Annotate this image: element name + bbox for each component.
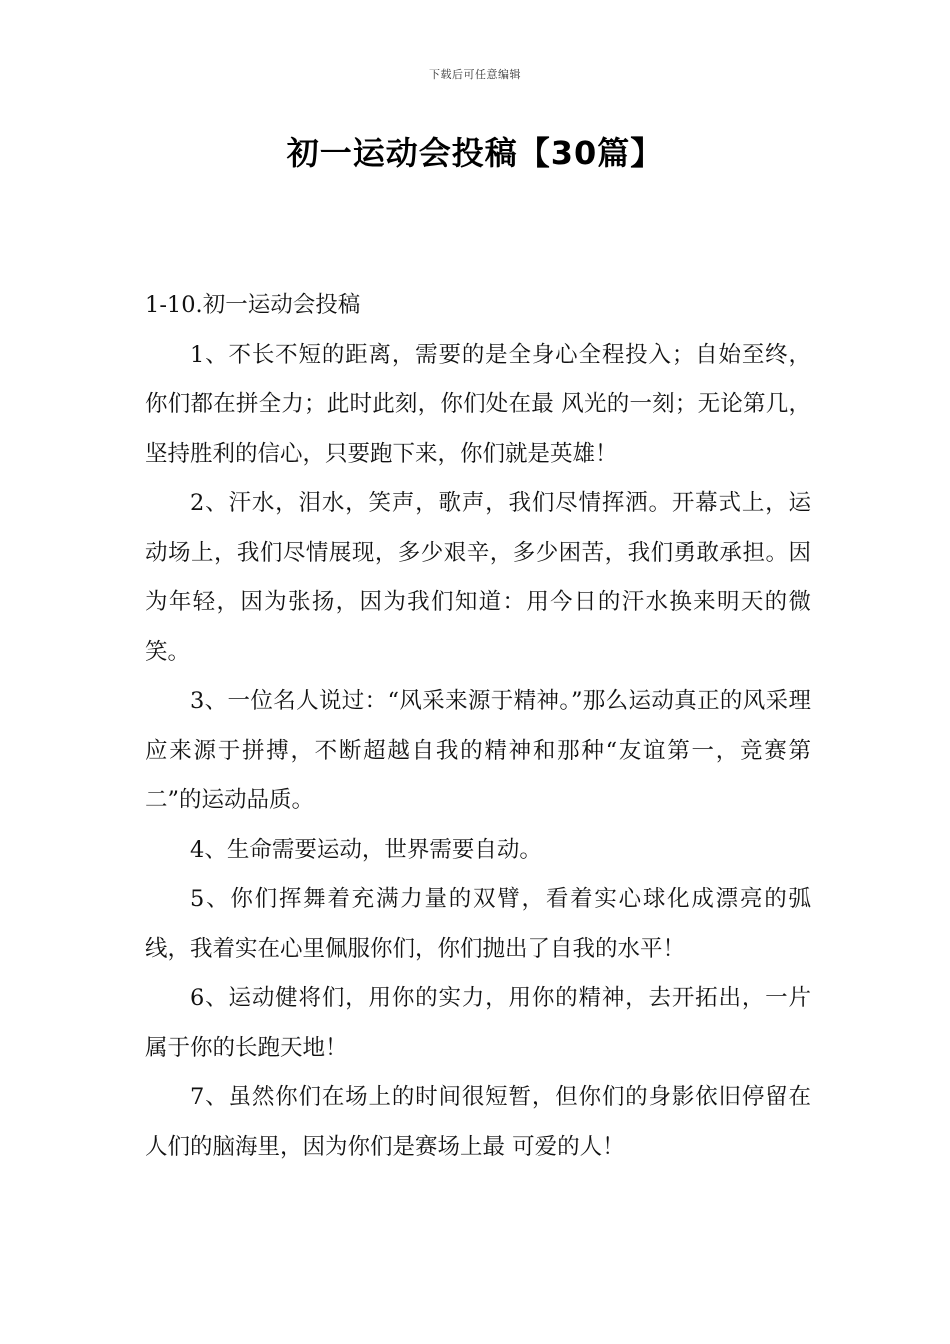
document-body (145, 281, 811, 1172)
paragraph-4: 4、生命需要运动，世界需要自动。 (190, 836, 542, 863)
paragraph-5: 5、你们挥舞着充满力量的双臂，看着实心球化成漂亮的弧线，我着实在心里佩服你们，你们抛出了自我的水平！ (145, 886, 811, 962)
paragraph-6: 6、运动健将们，用你的实力，用你的精神，去开拓出，一片属于你的长跑天地！ (145, 985, 811, 1061)
paragraph-1: 1、不长不短的距离，需要的是全身心全程投入；自始至终，你们都在拼全力；此时此刻，你们处在最 风光的一刻；无论第几，坚持胜利的信心，只要跑下来，你们就是英雄！ (145, 341, 811, 467)
paragraph-2: 2、汗水，泪水，笑声，歌声，我们尽情挥洒。开幕式上，运动场上，我们尽情展现，多少艰辛，多少困苦，我们勇敢承担。因为年轻，因为张扬，因为我们知道：用今日的汗水换来明天的微笑。 (145, 490, 811, 665)
document-title: 初一运动会投稿【30篇】 (286, 134, 664, 172)
paragraph-7: 7、虽然你们在场上的时间很短暂，但你们的身影依旧停留在人们的脑海里，因为你们是赛场上最 可爱的人！ (145, 1084, 811, 1160)
section-heading: 1-10.初一运动会投稿 (145, 292, 361, 318)
header-note: 下载后可任意编辑 (429, 68, 521, 81)
paragraph-3: 3、一位名人说过：“风采来源于精神。”那么运动真正的风采理应来源于拼搏，不断超越自我的精神和那种“友谊第一，竞赛第二”的运动品质。 (145, 688, 811, 813)
